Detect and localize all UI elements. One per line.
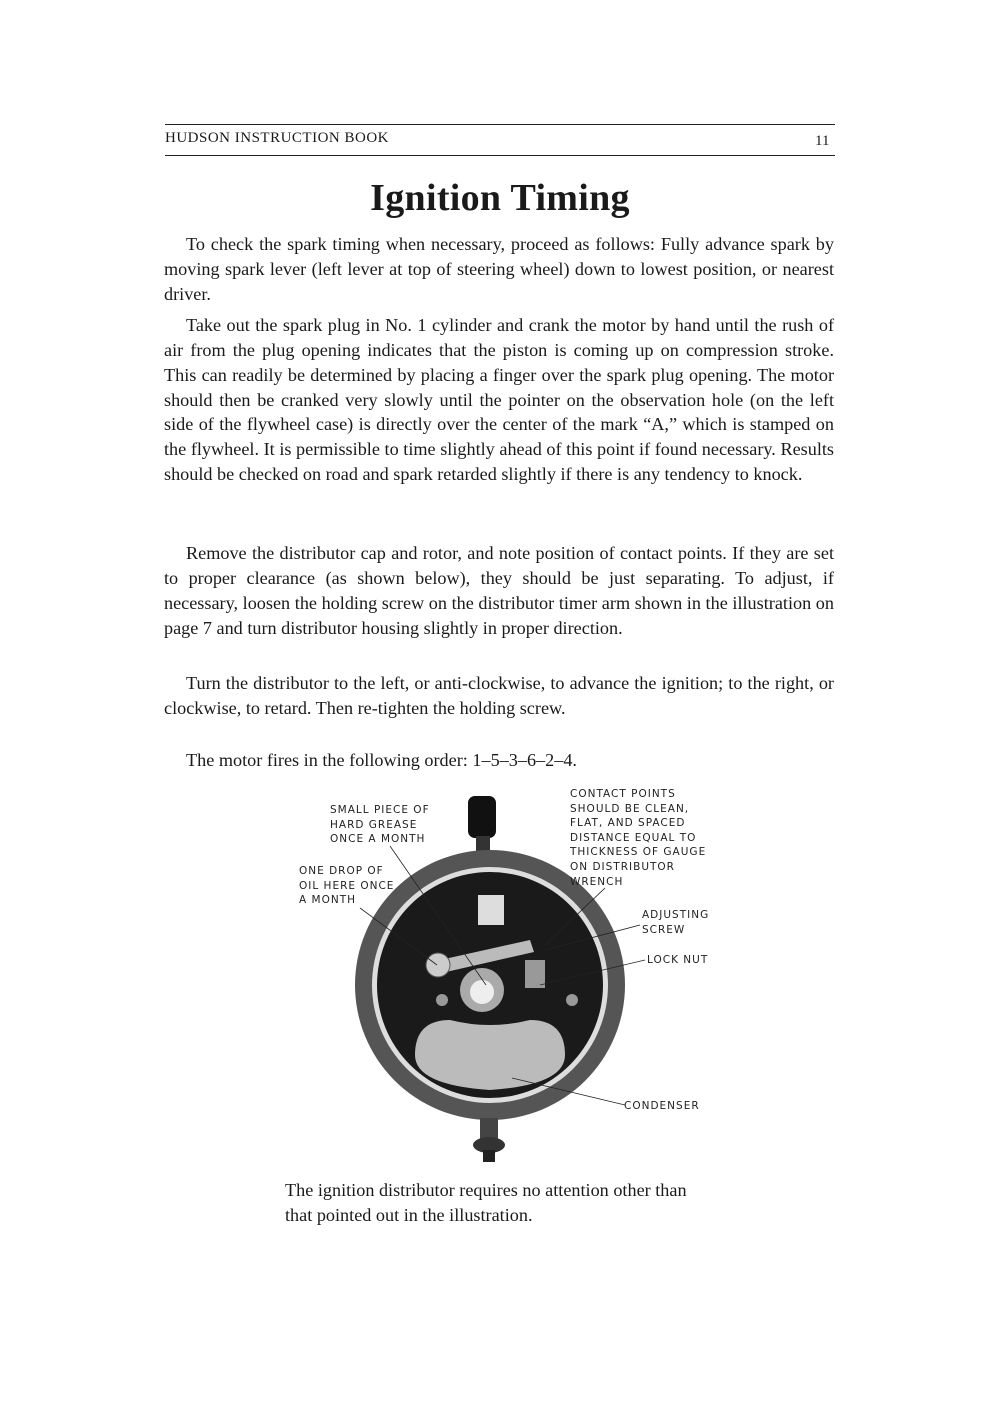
label-condenser: CONDENSER bbox=[624, 1100, 700, 1112]
page-title: Ignition Timing bbox=[370, 177, 630, 219]
paragraph-3: Remove the distributor cap and rotor, and note position of contact points. If they are set to proper clearance (as shown below), they should be just separating. To adjust, if necessary, loosen the holding screw on the distributor timer arm shown in the illustration on page 7 and turn distributor housing slightly in proper direction. bbox=[164, 543, 834, 638]
label-lock-nut: LOCK NUT bbox=[647, 954, 709, 966]
paragraph-1: To check the spark timing when necessary, proceed as follows: Fully advance spark by moving spark lever (left lever at top of steering wheel) down to lowest position, or nearest driver. bbox=[164, 234, 834, 304]
label-adjusting-screw: ADJUSTING SCREW bbox=[642, 909, 710, 936]
firing-order: The motor fires in the following order: 1–5–3–6–2–4. bbox=[186, 750, 577, 771]
label-hard-grease: SMALL PIECE OF HARD GREASE ONCE A MONTH bbox=[330, 804, 430, 846]
paragraph-2: Take out the spark plug in No. 1 cylinder and crank the motor by hand until the rush of air from the plug opening indicates that the piston is coming up on compression stroke. This can readily be determined by placing a finger over the spark plug opening. The motor should then be cranked very slowly until the pointer on the observation hole (on the left side of the flywheel case) is directly over the center of the mark “A,” which is stamped on the flywheel. It is permissible to time slightly ahead of this point if found necessary. Results should be checked on road and spark retarded slightly if there is any tendency to knock. bbox=[164, 315, 834, 484]
illustration-caption: The ignition distributor requires no attention other than that pointed out in the illustration. bbox=[285, 1180, 687, 1225]
running-header: HUDSON INSTRUCTION BOOK bbox=[165, 130, 390, 146]
label-oil-drop: ONE DROP OF OIL HERE ONCE A MONTH bbox=[299, 865, 395, 907]
paragraph-4: Turn the distributor to the left, or anti-clockwise, to advance the ignition; to the right, or clockwise, to retard. Then re-tighten the holding screw. bbox=[164, 673, 834, 718]
page-number: 11 bbox=[815, 133, 830, 149]
label-contact-points: CONTACT POINTS SHOULD BE CLEAN, FLAT, AND SPACED DISTANCE EQUAL TO THICKNESS OF GAUGE ON DISTRIBUTOR WRENCH bbox=[570, 788, 707, 888]
